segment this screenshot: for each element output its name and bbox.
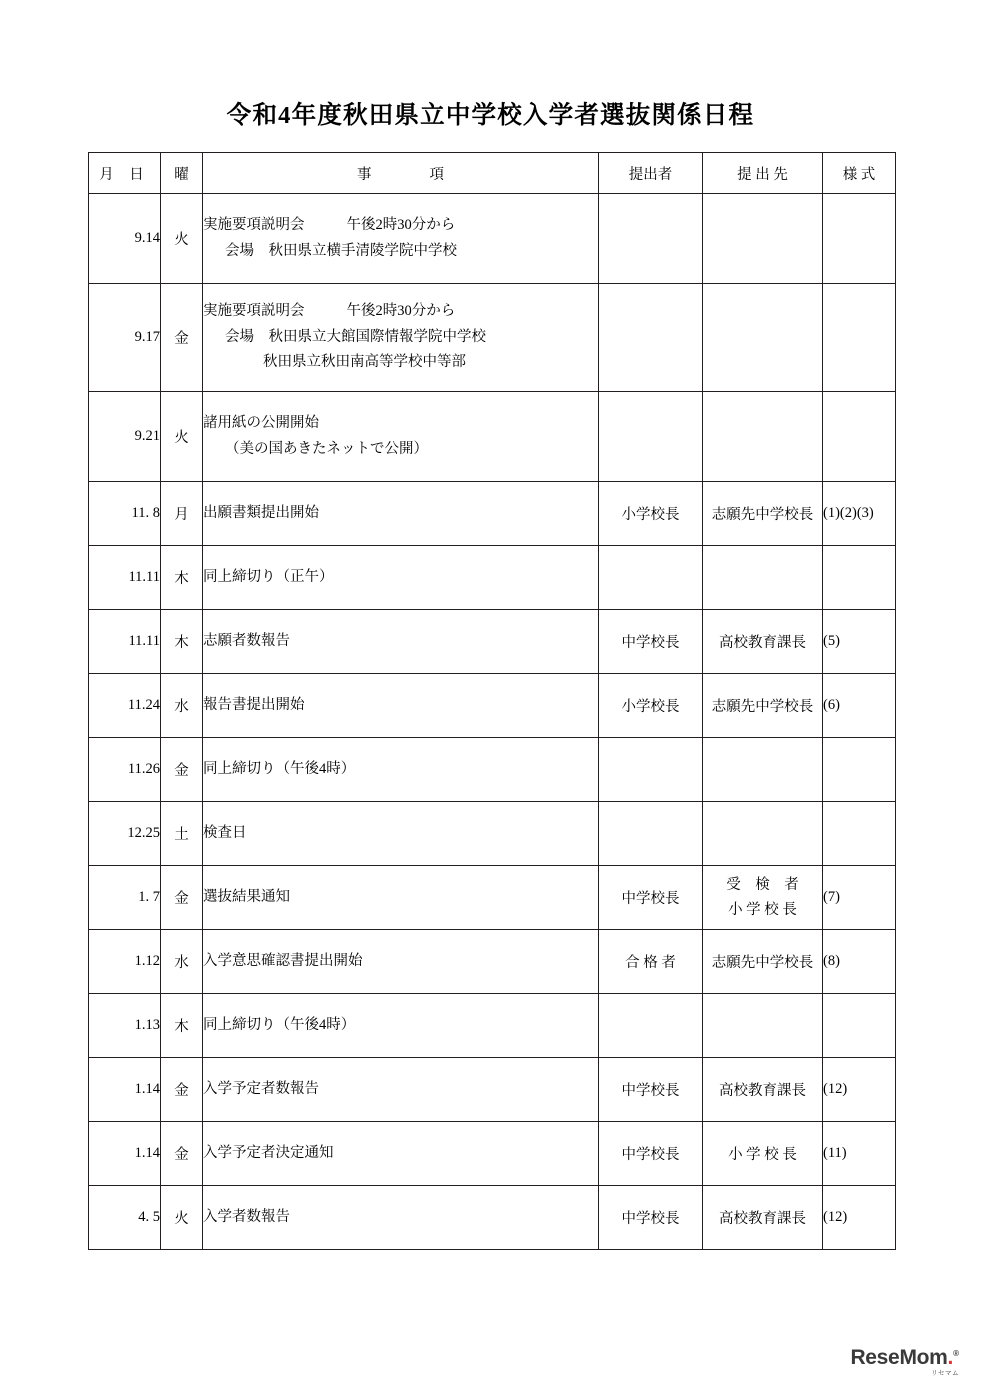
table-row	[89, 674, 896, 738]
cell-date: 1.14	[89, 1058, 161, 1122]
destination-line2: 小 学 校 長	[728, 901, 797, 918]
cell-item	[203, 194, 599, 284]
cell-submitter: 中学校長	[599, 610, 703, 674]
cell-item: 同上締切り（午後4時）	[203, 994, 599, 1058]
cell-form	[823, 194, 896, 284]
cell-date: 9.14	[89, 194, 161, 284]
cell-form	[823, 392, 896, 482]
cell-form	[823, 738, 896, 802]
table-row	[89, 738, 896, 802]
table-row	[89, 866, 896, 930]
cell-submitter	[599, 738, 703, 802]
watermark-sub: リセマム	[931, 1370, 959, 1377]
cell-submitter	[599, 194, 703, 284]
cell-destination: 高校教育課長	[703, 610, 823, 674]
cell-date: 1. 7	[89, 866, 161, 930]
cell-destination: 小 学 校 長	[703, 1122, 823, 1186]
cell-submitter: 中学校長	[599, 866, 703, 930]
cell-destination	[703, 392, 823, 482]
table-row	[89, 482, 896, 546]
cell-date: 9.17	[89, 284, 161, 392]
table-row	[89, 802, 896, 866]
item-line1b: 午後2時30分から	[346, 303, 456, 320]
cell-date: 1.13	[89, 994, 161, 1058]
header-item-a: 事	[357, 166, 372, 183]
cell-day: 金	[161, 866, 203, 930]
cell-destination: 高校教育課長	[703, 1058, 823, 1122]
header-form: 様 式	[823, 153, 896, 194]
header-submitter: 提出者	[599, 153, 703, 194]
cell-form	[823, 546, 896, 610]
cell-item	[203, 392, 599, 482]
watermark-text: ReseMom	[850, 1346, 948, 1369]
cell-form: (12)	[823, 1186, 896, 1250]
header-destination: 提 出 先	[703, 153, 823, 194]
cell-submitter: 合 格 者	[599, 930, 703, 994]
cell-day: 金	[161, 284, 203, 392]
cell-item: 入学意思確認書提出開始	[203, 930, 599, 994]
cell-form: (8)	[823, 930, 896, 994]
cell-date: 11. 8	[89, 482, 161, 546]
cell-day: 月	[161, 482, 203, 546]
cell-date: 4. 5	[89, 1186, 161, 1250]
cell-date: 1.12	[89, 930, 161, 994]
cell-item: 入学者数報告	[203, 1186, 599, 1250]
item-line2: （美の国あきたネットで公開）	[225, 440, 428, 457]
cell-destination	[703, 738, 823, 802]
table-row	[89, 1058, 896, 1122]
table-row	[89, 284, 896, 392]
cell-date: 11.26	[89, 738, 161, 802]
table-row	[89, 994, 896, 1058]
cell-day: 水	[161, 674, 203, 738]
cell-submitter: 中学校長	[599, 1058, 703, 1122]
cell-item	[203, 284, 599, 392]
cell-form: (11)	[823, 1122, 896, 1186]
cell-destination	[703, 994, 823, 1058]
cell-destination: 高校教育課長	[703, 1186, 823, 1250]
destination-line1: 受 検 者	[726, 876, 799, 893]
cell-day: 木	[161, 994, 203, 1058]
cell-item: 入学予定者数報告	[203, 1058, 599, 1122]
cell-item: 同上締切り（正午）	[203, 546, 599, 610]
cell-destination: 志願先中学校長	[703, 674, 823, 738]
watermark-tm: ®	[953, 1349, 959, 1358]
cell-submitter: 中学校長	[599, 1122, 703, 1186]
cell-day: 火	[161, 1186, 203, 1250]
cell-day: 金	[161, 1122, 203, 1186]
table-header-row	[89, 153, 896, 194]
cell-form	[823, 994, 896, 1058]
cell-destination: 志願先中学校長	[703, 930, 823, 994]
cell-day: 水	[161, 930, 203, 994]
cell-day: 土	[161, 802, 203, 866]
table-row	[89, 1186, 896, 1250]
cell-form: (5)	[823, 610, 896, 674]
page-title: 令和4年度秋田県立中学校入学者選抜関係日程	[226, 102, 755, 129]
cell-day: 木	[161, 610, 203, 674]
table-row	[89, 930, 896, 994]
cell-item: 選抜結果通知	[203, 866, 599, 930]
cell-day: 金	[161, 1058, 203, 1122]
cell-submitter	[599, 392, 703, 482]
cell-day: 木	[161, 546, 203, 610]
header-item	[203, 153, 599, 194]
header-item-b: 項	[429, 166, 444, 183]
cell-item: 同上締切り（午後4時）	[203, 738, 599, 802]
cell-form: (1)(2)(3)	[823, 482, 896, 546]
cell-destination	[703, 284, 823, 392]
cell-item: 入学予定者決定通知	[203, 1122, 599, 1186]
table-row	[89, 1122, 896, 1186]
cell-form	[823, 802, 896, 866]
cell-submitter	[599, 994, 703, 1058]
cell-submitter	[599, 284, 703, 392]
cell-form: (7)	[823, 866, 896, 930]
cell-submitter: 小学校長	[599, 674, 703, 738]
item-line3: 秋田県立秋田南高等学校中等部	[263, 354, 466, 371]
cell-date: 12.25	[89, 802, 161, 866]
item-line1b: 午後2時30分から	[346, 217, 456, 234]
header-date: 月 日	[89, 153, 161, 194]
cell-form: (12)	[823, 1058, 896, 1122]
cell-destination	[703, 802, 823, 866]
table-row	[89, 546, 896, 610]
header-day: 曜	[161, 153, 203, 194]
cell-date: 9.21	[89, 392, 161, 482]
cell-form: (6)	[823, 674, 896, 738]
resemom-watermark: ReseMom.® リセマム	[850, 1346, 959, 1377]
cell-submitter	[599, 802, 703, 866]
cell-day: 火	[161, 194, 203, 284]
table-row	[89, 392, 896, 482]
table-row	[89, 610, 896, 674]
cell-submitter	[599, 546, 703, 610]
item-line1: 諸用紙の公開開始	[203, 415, 319, 432]
cell-item: 検査日	[203, 802, 599, 866]
cell-date: 11.11	[89, 610, 161, 674]
cell-date: 11.11	[89, 546, 161, 610]
cell-day: 金	[161, 738, 203, 802]
cell-submitter: 小学校長	[599, 482, 703, 546]
item-line1: 実施要項説明会	[203, 217, 305, 234]
table-row	[89, 194, 896, 284]
cell-day: 火	[161, 392, 203, 482]
cell-date: 1.14	[89, 1122, 161, 1186]
item-line2: 会場 秋田県立大館国際情報学院中学校	[225, 328, 486, 345]
cell-item: 出願書類提出開始	[203, 482, 599, 546]
cell-destination: 志願先中学校長	[703, 482, 823, 546]
item-line2: 会場 秋田県立横手清陵学院中学校	[225, 242, 457, 259]
item-line1: 実施要項説明会	[203, 303, 305, 320]
cell-destination	[703, 866, 823, 930]
cell-submitter: 中学校長	[599, 1186, 703, 1250]
cell-item: 報告書提出開始	[203, 674, 599, 738]
cell-date: 11.24	[89, 674, 161, 738]
schedule-table	[88, 152, 896, 1250]
cell-item: 志願者数報告	[203, 610, 599, 674]
cell-form	[823, 284, 896, 392]
cell-destination	[703, 546, 823, 610]
cell-destination	[703, 194, 823, 284]
